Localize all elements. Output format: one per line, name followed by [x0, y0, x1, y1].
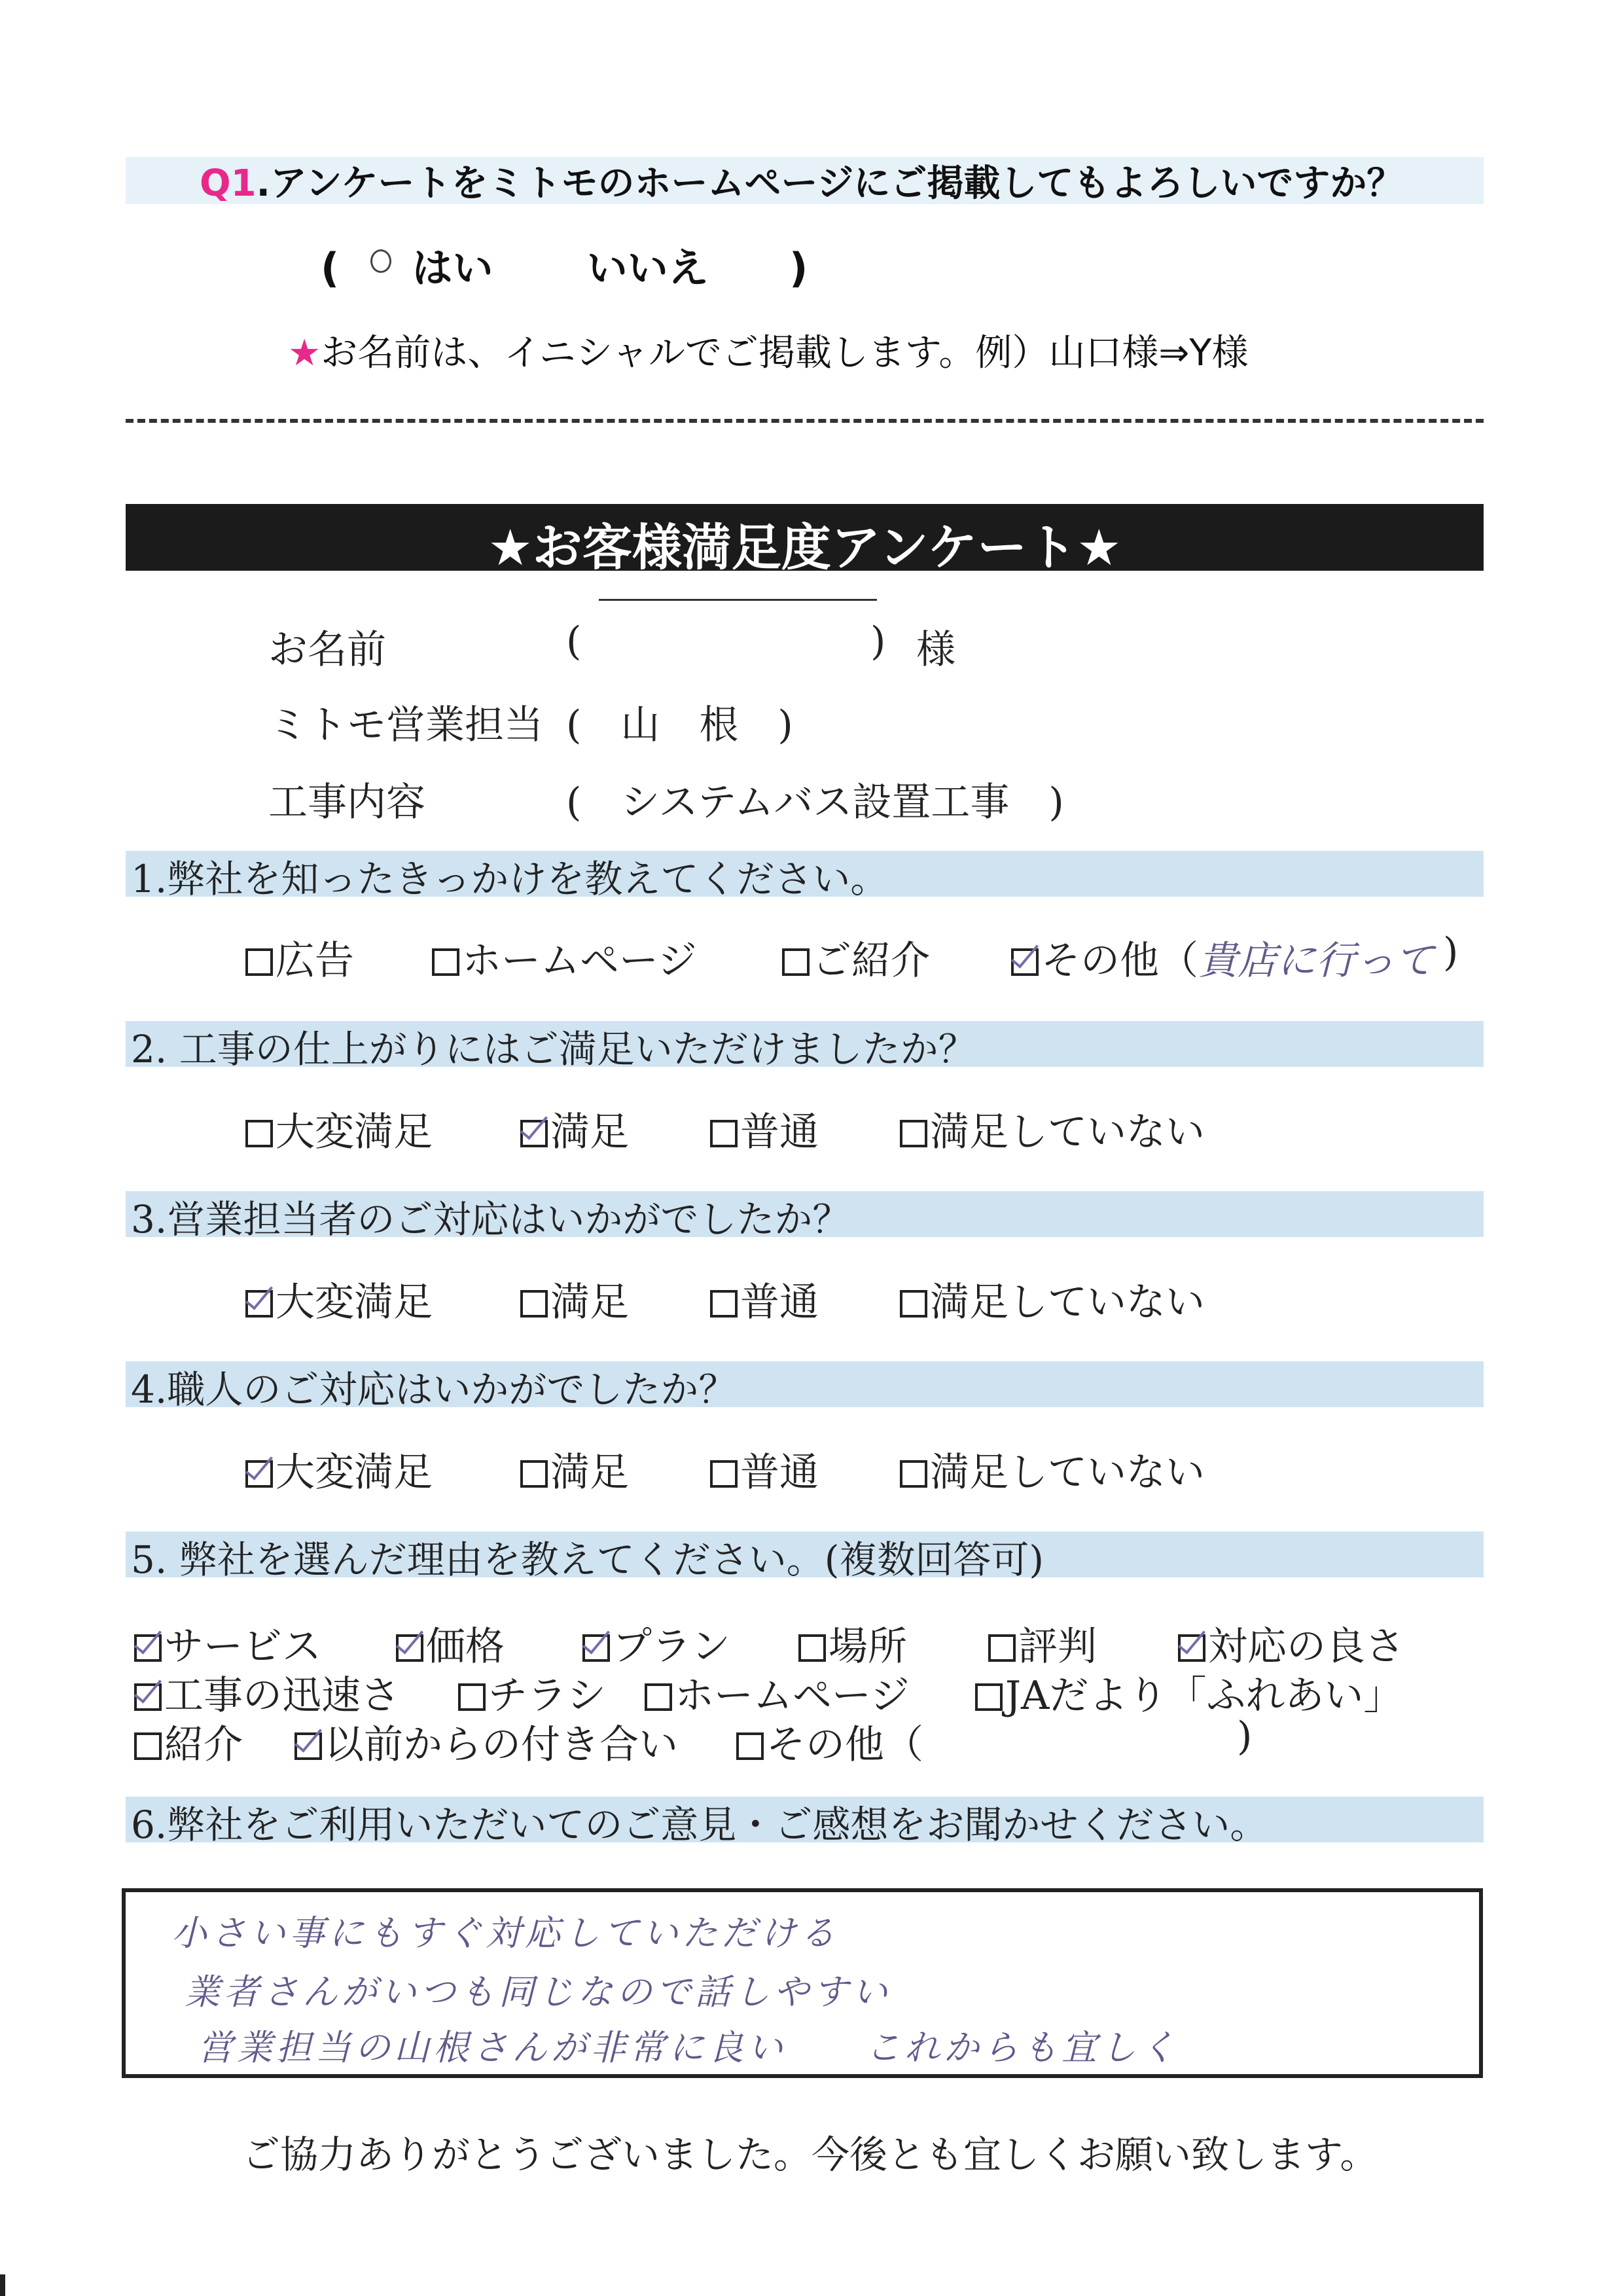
q3-option-satisfied[interactable] — [520, 1271, 629, 1327]
q5-option-speed[interactable] — [134, 1664, 400, 1721]
checkbox[interactable] — [782, 948, 810, 976]
option-label: 工事の迅速さ — [164, 1673, 400, 1719]
q5-other-close-paren: ) — [1237, 1713, 1253, 1759]
q4-option-very-satisfied[interactable] — [245, 1441, 433, 1498]
checkbox[interactable] — [245, 948, 273, 976]
option-label: 広告 — [276, 938, 354, 984]
checkbox[interactable] — [134, 1683, 162, 1711]
checkbox[interactable] — [134, 1732, 162, 1760]
checkbox[interactable] — [582, 1634, 610, 1662]
q2-option-not-satisfied[interactable] — [900, 1101, 1205, 1157]
checkbox[interactable] — [520, 1120, 548, 1147]
q3-option-very-satisfied[interactable] — [245, 1271, 433, 1327]
q4-option-satisfied[interactable] — [520, 1441, 629, 1498]
q5-option-ja-newsletter[interactable] — [975, 1664, 1402, 1721]
scan-edge-mark — [0, 2274, 5, 2296]
option-label: サービス — [164, 1624, 321, 1670]
option-label: 対応の良さ — [1208, 1624, 1404, 1670]
q5-option-price[interactable] — [396, 1615, 505, 1672]
dashed-separator — [126, 419, 1484, 423]
checkbox[interactable] — [736, 1732, 764, 1760]
q1-note — [288, 324, 1249, 376]
option-label: 満足 — [550, 1109, 629, 1155]
checkbox[interactable] — [1011, 948, 1039, 976]
checkbox[interactable] — [1178, 1634, 1205, 1662]
name-underline — [599, 599, 877, 601]
option-label: 大変満足 — [276, 1109, 433, 1155]
q4-option-not-satisfied[interactable] — [900, 1441, 1205, 1498]
checkbox[interactable] — [645, 1683, 672, 1711]
checkbox[interactable] — [458, 1683, 486, 1711]
q5-option-good-response[interactable] — [1178, 1615, 1404, 1672]
q2-option-very-satisfied[interactable] — [245, 1101, 433, 1157]
thanks-message: ご協力ありがとうございました。今後とも宜しくお願い致します。 — [242, 2132, 1378, 2177]
option-label: 満足していない — [930, 1280, 1205, 1325]
q3-option-not-satisfied[interactable] — [900, 1271, 1205, 1327]
comment-line-3: 営業担当の山根さんが非常に良い これからも宜しく — [198, 2027, 1179, 2068]
option-label: 満足 — [550, 1280, 629, 1325]
question-5-text: 5. 弊社を選んだ理由を教えてください。(複数回答可) — [131, 1537, 1044, 1582]
name-suffix: 様 — [916, 627, 955, 673]
comment-line-1: 小さい事にもすぐ対応していただける — [171, 1912, 839, 1954]
option-label: 満足していない — [930, 1450, 1205, 1496]
checkbox[interactable] — [988, 1634, 1016, 1662]
option-label: チラシ — [488, 1673, 606, 1719]
checkbox[interactable] — [710, 1290, 738, 1318]
option-label: 以前からの付き合い — [325, 1722, 678, 1768]
other-note-handwritten: 貴店に行って — [1198, 938, 1434, 984]
option-label: ホームページ — [462, 938, 697, 984]
checkbox[interactable] — [520, 1290, 548, 1318]
q1-option-other[interactable] — [1011, 929, 1434, 986]
checkbox[interactable] — [710, 1460, 738, 1488]
name-open-paren: ( — [566, 619, 582, 664]
sales-value: ( 山 根 ) — [566, 702, 793, 748]
question-3-text: 3.営業担当者のご対応はいかがでしたか？ — [131, 1197, 851, 1242]
question-1-text: 1.弊社を知ったきっかけを教えてください。 — [131, 857, 889, 901]
option-label: 大変満足 — [276, 1280, 433, 1325]
option-label: ホームページ — [675, 1673, 910, 1719]
checkbox[interactable] — [710, 1120, 738, 1147]
checkbox[interactable] — [520, 1460, 548, 1488]
q5-option-other[interactable] — [736, 1713, 923, 1770]
q1-option-ad[interactable] — [245, 929, 354, 986]
checkbox[interactable] — [975, 1683, 1003, 1711]
work-label: 工事内容 — [268, 780, 425, 825]
q5-option-referral[interactable] — [134, 1713, 243, 1770]
q1-answers — [321, 236, 808, 294]
option-label: 満足していない — [930, 1109, 1205, 1155]
q1-question-text: .アンケートをミトモのホームページにご掲載してもよろしいですか？ — [256, 162, 1404, 205]
option-label: 価格 — [426, 1624, 505, 1670]
q1-selection-circle — [370, 249, 391, 273]
star-icon: ★ — [288, 332, 321, 374]
name-close-paren: ) — [870, 619, 886, 664]
q1-no-option[interactable]: いいえ — [586, 244, 709, 292]
option-label: JAだより「ふれあい」 — [1005, 1673, 1403, 1719]
checkbox[interactable] — [245, 1290, 273, 1318]
checkbox[interactable] — [900, 1460, 927, 1488]
option-label: プラン — [613, 1624, 730, 1670]
q4-option-normal[interactable] — [710, 1441, 819, 1498]
option-label: ご紹介 — [812, 938, 930, 984]
q1-option-homepage[interactable] — [432, 929, 697, 986]
option-label: 普通 — [740, 1109, 819, 1155]
comment-box[interactable] — [122, 1888, 1483, 2078]
checkbox[interactable] — [798, 1634, 826, 1662]
q1-note-text: お名前は、イニシャルでご掲載します。例）山口様⇒Y様 — [321, 332, 1249, 374]
name-label: お名前 — [268, 627, 386, 673]
q5-option-homepage[interactable] — [645, 1664, 910, 1721]
option-label: 満足 — [550, 1450, 629, 1496]
q3-option-normal[interactable] — [710, 1271, 819, 1327]
q2-option-satisfied[interactable] — [520, 1101, 629, 1157]
checkbox[interactable] — [900, 1120, 927, 1147]
q1-yes-option[interactable]: はい — [412, 244, 493, 292]
q1-option-referral[interactable] — [782, 929, 930, 986]
checkbox[interactable] — [294, 1732, 322, 1760]
checkbox[interactable] — [900, 1290, 927, 1318]
checkbox[interactable] — [245, 1460, 273, 1488]
q1-close-paren: ) — [789, 244, 808, 292]
option-label: 場所 — [829, 1624, 907, 1670]
q1-question — [200, 154, 1403, 207]
option-label: 大変満足 — [276, 1450, 433, 1496]
question-2-text: 2. 工事の仕上がりにはご満足いただけましたか？ — [131, 1027, 976, 1071]
option-label: 評判 — [1018, 1624, 1097, 1670]
checkbox[interactable] — [134, 1634, 162, 1662]
q5-option-plan[interactable] — [582, 1615, 730, 1672]
option-label: その他（ — [1041, 938, 1198, 984]
q1-other-close-paren: ) — [1443, 929, 1459, 975]
option-label: その他（ — [766, 1722, 923, 1768]
checkbox[interactable] — [396, 1634, 423, 1662]
q1-open-paren: ( — [321, 244, 340, 292]
q5-option-flyer[interactable] — [458, 1664, 606, 1721]
q5-option-service[interactable] — [134, 1615, 321, 1672]
sales-label: ミトモ営業担当 — [268, 702, 543, 748]
work-value: ( システムバス設置工事 ) — [566, 780, 1064, 825]
option-label: 普通 — [740, 1280, 819, 1325]
q2-option-normal[interactable] — [710, 1101, 819, 1157]
q5-option-reputation[interactable] — [988, 1615, 1097, 1672]
question-4-text: 4.職人のご対応はいかがでしたか？ — [131, 1367, 737, 1412]
question-6-text: 6.弊社をご利用いただいてのご意見・ご感想をお聞かせください。 — [131, 1803, 1268, 1847]
survey-title: ★お客様満足度アンケート★ — [488, 518, 1122, 577]
option-label: 紹介 — [164, 1722, 243, 1768]
q5-option-location[interactable] — [798, 1615, 907, 1672]
q5-option-prior-relationship[interactable] — [294, 1713, 678, 1770]
option-label: 普通 — [740, 1450, 819, 1496]
checkbox[interactable] — [432, 948, 459, 976]
checkbox[interactable] — [245, 1120, 273, 1147]
q1-prefix: Q1 — [200, 162, 257, 205]
comment-line-2: 業者さんがいつも同じなので話しやすい — [185, 1971, 891, 2013]
